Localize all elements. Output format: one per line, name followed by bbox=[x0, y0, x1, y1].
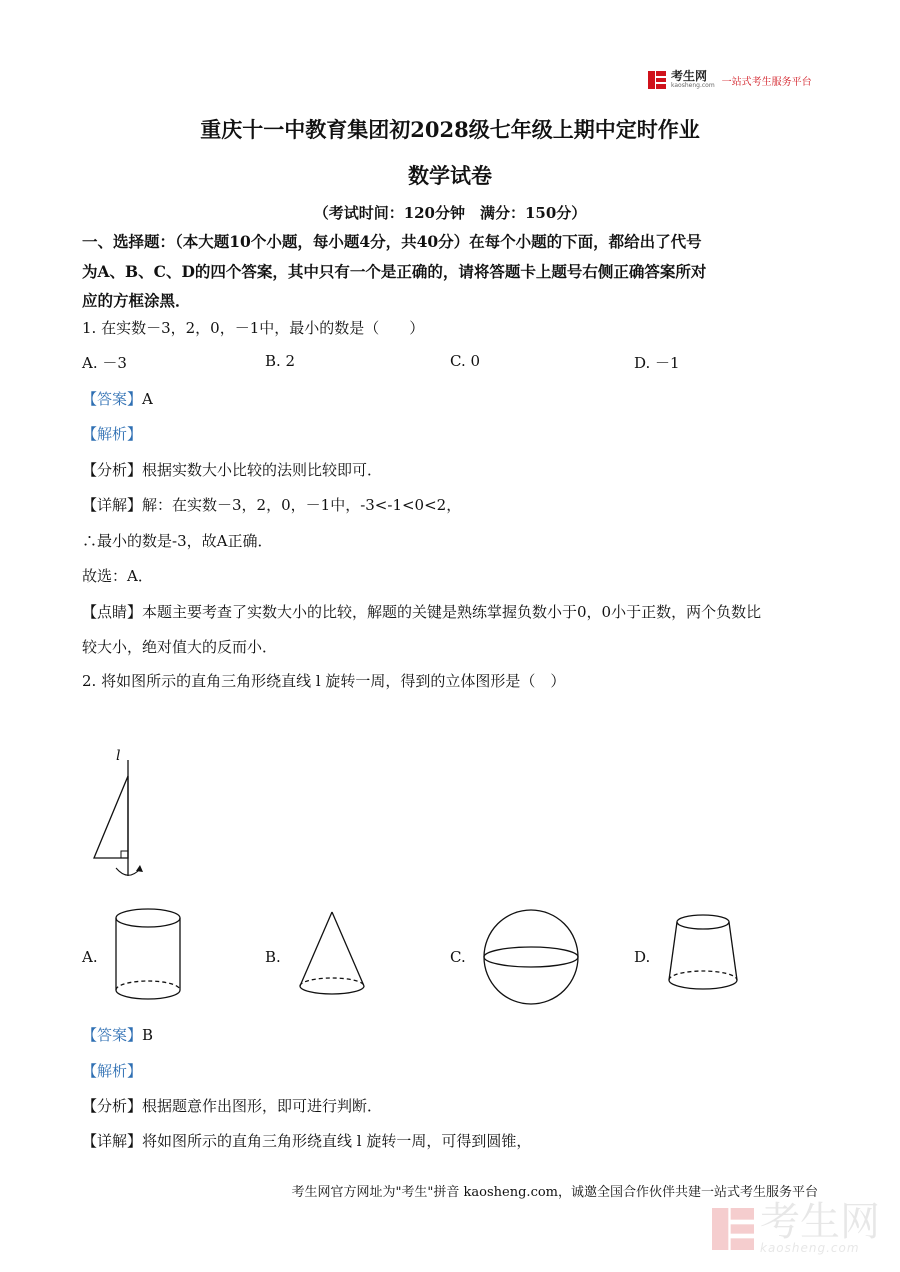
q2-option-b-label: B. bbox=[265, 948, 281, 966]
exam-info: （考试时间：120分钟 满分：150分） bbox=[313, 204, 587, 222]
q1-conclusion: ∴最小的数是-3，故A正确． bbox=[82, 532, 273, 550]
q2-option-c-label: C. bbox=[450, 948, 466, 966]
q2-analysis-tag: 【解析】 bbox=[82, 1062, 143, 1080]
watermark-logo-icon bbox=[712, 1208, 754, 1250]
answer-tag: 【答案】 bbox=[82, 390, 143, 408]
fenxi-text: 根据实数大小比较的法则比较即可． bbox=[142, 461, 383, 479]
answer-value: B bbox=[142, 1026, 154, 1044]
sphere-figure bbox=[480, 906, 582, 1008]
q2-xiangjie bbox=[82, 1130, 531, 1151]
q2-answer bbox=[82, 1024, 153, 1045]
q1-option-d: D. －1 bbox=[634, 354, 680, 372]
q1-dianjing bbox=[82, 601, 761, 622]
q1-fenxi bbox=[82, 459, 382, 480]
q1-option-b: B. 2 bbox=[265, 352, 296, 370]
page-subtitle: 数学试卷 bbox=[408, 163, 492, 188]
watermark-name: 考生网 bbox=[760, 1199, 880, 1245]
logo-text bbox=[671, 71, 715, 89]
q1-option-c: C. 0 bbox=[450, 352, 481, 370]
frustum-figure bbox=[664, 910, 742, 998]
fenxi-tag: 【分析】 bbox=[82, 1097, 143, 1115]
xiangjie-text: 解：在实数－3，2，0，－1中，-3<-1<0<2， bbox=[142, 496, 462, 514]
watermark-text bbox=[760, 1199, 880, 1255]
logo-name: 考生网 bbox=[671, 69, 708, 83]
q1-option-a: A. －3 bbox=[82, 354, 127, 372]
page-title: 重庆十一中教育集团初2028级七年级上期中定时作业 bbox=[200, 117, 700, 142]
q2-fenxi bbox=[82, 1095, 382, 1116]
logo-domain: kaosheng.com bbox=[671, 82, 715, 89]
question-2-stem: 2. 将如图所示的直角三角形绕直线 l 旋转一周，得到的立体图形是（ ） bbox=[82, 672, 566, 690]
answer-value: A bbox=[142, 390, 153, 408]
q2-option-d-label: D. bbox=[634, 948, 651, 966]
brand-logo bbox=[648, 71, 812, 89]
q1-answer bbox=[82, 388, 153, 409]
xiangjie-tag: 【详解】 bbox=[82, 496, 143, 514]
page-footer: 考生网官方网址为"考生"拼音 kaosheng.com，诚邀全国合作伙伴共建一站式考生服务平台 bbox=[291, 1185, 818, 1200]
watermark-domain: kaosheng.com bbox=[760, 1241, 860, 1255]
q2-option-a-label: A. bbox=[82, 948, 98, 966]
q1-dianjing-cont: 较大小，绝对值大的反而小． bbox=[82, 638, 278, 656]
cylinder-figure bbox=[110, 906, 186, 1004]
right-triangle-figure bbox=[84, 748, 154, 883]
kaosheng-logo-icon bbox=[648, 71, 666, 89]
section-heading-line-1: 一、选择题：（本大题10个小题，每小题4分，共40分）在每个小题的下面，都给出了代号 bbox=[82, 232, 702, 251]
section-heading-line-2: 为A、B、C、D的四个答案，其中只有一个是正确的，请将答题卡上题号右侧正确答案所对 bbox=[82, 262, 707, 281]
xiangjie-tag: 【详解】 bbox=[82, 1132, 143, 1150]
dianjing-tag: 【点睛】 bbox=[82, 603, 143, 621]
cone-figure bbox=[294, 906, 370, 1000]
section-heading-line-3: 应的方框涂黑． bbox=[82, 291, 191, 310]
axis-label-l: l bbox=[116, 748, 121, 764]
q1-xiangjie bbox=[82, 494, 461, 515]
xiangjie-text: 将如图所示的直角三角形绕直线 l 旋转一周，可得到圆锥， bbox=[142, 1132, 532, 1150]
q1-analysis-tag: 【解析】 bbox=[82, 425, 143, 443]
logo-slogan: 一站式考生服务平台 bbox=[721, 76, 812, 88]
dianjing-text: 本题主要考查了实数大小的比较，解题的关键是熟练掌握负数小于0，0小于正数，两个负数比 bbox=[142, 603, 762, 621]
fenxi-text: 根据题意作出图形，即可进行判断． bbox=[142, 1097, 383, 1115]
question-1-stem: 1. 在实数－3，2，0，－1中，最小的数是（ ） bbox=[82, 319, 425, 337]
watermark bbox=[712, 1199, 880, 1255]
answer-tag: 【答案】 bbox=[82, 1026, 143, 1044]
fenxi-tag: 【分析】 bbox=[82, 461, 143, 479]
q1-choice: 故选：A． bbox=[82, 567, 153, 585]
